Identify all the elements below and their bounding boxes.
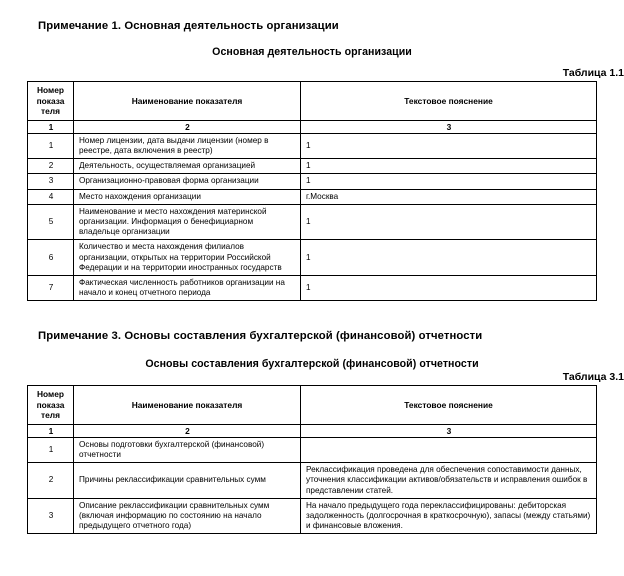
row-number: 6: [28, 240, 74, 276]
note-1-subtitle: Основная деятельность организации: [212, 46, 412, 58]
note-1-heading: Примечание 1. Основная деятельность организации: [38, 20, 339, 32]
row-number: 4: [28, 189, 74, 204]
row-indicator-name: Место нахождения организации: [74, 189, 301, 204]
header-number-line-2: показа: [36, 95, 65, 106]
row-number: 5: [28, 204, 74, 240]
header-number-line-3: теля: [41, 410, 60, 420]
row-number: 2: [28, 159, 74, 174]
note-3-heading: Примечание 3. Основы составления бухгалтерской (финансовой) отчетности: [38, 330, 483, 342]
header-number-line-1: Номер: [36, 389, 65, 399]
table-header-row: [28, 82, 597, 121]
note-3-subtitle: Основы составления бухгалтерской (финансовой) отчетности: [145, 358, 479, 370]
row-indicator-name: Описание реклассификации сравнительных сумм (включая информацию по состоянию на начало предыдущего отчетного года): [74, 498, 301, 534]
row-number: 1: [28, 437, 74, 462]
column-index-1: 1: [28, 424, 74, 437]
row-number: 1: [28, 133, 74, 158]
row-indicator-name: Причины реклассификации сравнительных сумм: [74, 463, 301, 499]
header-cell-text: Текстовое пояснение: [301, 386, 597, 425]
column-index-3: 3: [301, 120, 597, 133]
table-3-1-container: [27, 385, 597, 534]
column-index-2: 2: [74, 120, 301, 133]
row-text-explanation: 1: [301, 159, 597, 174]
header-cell-number: [28, 386, 74, 425]
row-text-explanation: г.Москва: [301, 189, 597, 204]
table-column-index-row: [28, 424, 597, 437]
table-row: [28, 159, 597, 174]
row-text-explanation: 1: [301, 275, 597, 300]
row-indicator-name: Количество и места нахождения филиалов организации, открытых на территории Российской Федерации и на территории иностранных государств: [74, 240, 301, 276]
header-number-line-1: Номер: [36, 85, 65, 95]
column-index-1: 1: [28, 120, 74, 133]
table-1-1-caption: Таблица 1.1: [562, 67, 624, 79]
row-text-explanation: 1: [301, 240, 597, 276]
row-indicator-name: Организационно-правовая форма организации: [74, 174, 301, 189]
header-number-line-3: теля: [41, 106, 60, 116]
row-number: 7: [28, 275, 74, 300]
header-cell-number: [28, 82, 74, 121]
header-number-line-2: показа: [36, 399, 65, 410]
table-3-1-body: [28, 437, 597, 534]
row-number: 3: [28, 174, 74, 189]
table-1-1-container: [27, 81, 597, 301]
header-cell-name: Наименование показателя: [74, 82, 301, 121]
row-number: 3: [28, 498, 74, 534]
row-indicator-name: Номер лицензии, дата выдачи лицензии (номер в реестре, дата включения в реестр): [74, 133, 301, 158]
table-row: [28, 133, 597, 158]
table-header-row: [28, 386, 597, 425]
table-row: [28, 275, 597, 300]
row-text-explanation: 1: [301, 133, 597, 158]
row-indicator-name: Деятельность, осуществляемая организацией: [74, 159, 301, 174]
row-text-explanation: На начало предыдущего года переклассифицированы: дебиторская задолженность (долгосрочная в краткосрочную), запасы (между статьями) и финансовые вложения.: [301, 498, 597, 534]
table-1-1-body: [28, 133, 597, 301]
table-column-index-row: [28, 120, 597, 133]
table-row: [28, 189, 597, 204]
row-number: 2: [28, 463, 74, 499]
row-text-explanation: 1: [301, 204, 597, 240]
table-row: [28, 437, 597, 462]
table-row: [28, 204, 597, 240]
row-indicator-name: Фактическая численность работников организации на начало и конец отчетного периода: [74, 275, 301, 300]
row-indicator-name: Наименование и место нахождения материнской организации. Информация о бенефициарном владельце организации: [74, 204, 301, 240]
table-row: [28, 174, 597, 189]
table-1-1: [27, 81, 597, 301]
column-index-2: 2: [74, 424, 301, 437]
row-text-explanation: Реклассификация проведена для обеспечения сопоставимости данных, уточнения классификации активов/обязательств и исправления ошибок в представлении статей.: [301, 463, 597, 499]
row-indicator-name: Основы подготовки бухгалтерской (финансовой) отчетности: [74, 437, 301, 462]
header-cell-name: Наименование показателя: [74, 386, 301, 425]
row-text-explanation: 1: [301, 174, 597, 189]
table-row: [28, 240, 597, 276]
table-row: [28, 463, 597, 499]
column-index-3: 3: [301, 424, 597, 437]
header-cell-text: Текстовое пояснение: [301, 82, 597, 121]
table-row: [28, 498, 597, 534]
table-3-1-caption: Таблица 3.1: [562, 371, 624, 383]
table-3-1: [27, 385, 597, 534]
row-text-explanation: [301, 437, 597, 462]
